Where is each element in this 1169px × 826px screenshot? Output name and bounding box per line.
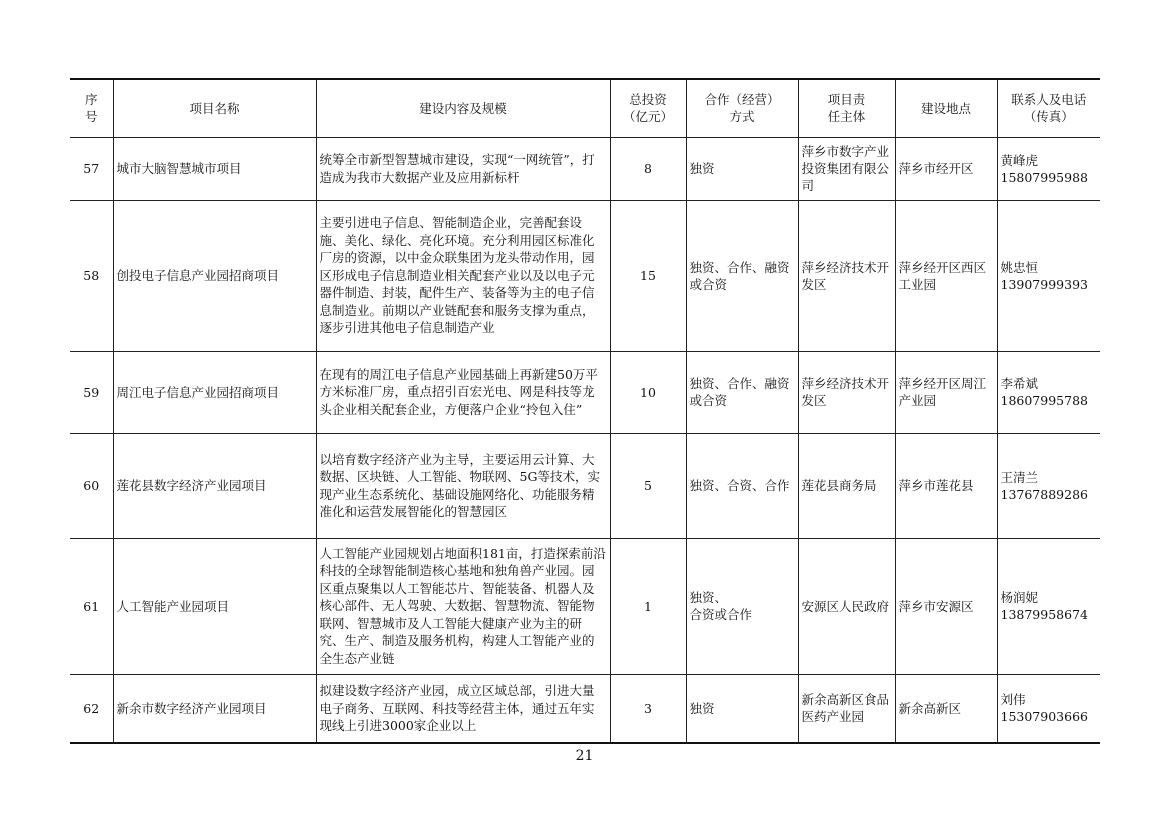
contact-person: 王清兰 [1000, 469, 1039, 485]
row-investment: 10 [610, 351, 686, 433]
table-row [70, 433, 1100, 538]
row-investment: 15 [610, 200, 686, 351]
row-contact [997, 137, 1100, 200]
table-row [70, 137, 1100, 200]
row-investment: 8 [610, 137, 686, 200]
table-row [70, 538, 1100, 674]
row-name: 人工智能产业园项目 [113, 538, 316, 674]
row-no: 61 [70, 538, 113, 674]
contact-phone: 13907999393 [1000, 276, 1088, 292]
contact-person: 黄峰虎 [1000, 152, 1039, 168]
row-no: 60 [70, 433, 113, 538]
row-mode: 独资、合资、合作 [686, 433, 798, 538]
row-no: 59 [70, 351, 113, 433]
table-row [70, 674, 1100, 743]
row-mode: 独资、合作、融资或合资 [686, 351, 798, 433]
row-contact [997, 200, 1100, 351]
header-contact: 联系人及电话 （传真） [997, 79, 1100, 137]
header-row [70, 79, 1100, 137]
contact-phone: 18607995788 [1000, 393, 1088, 408]
row-owner: 萍乡市数字产业投资集团有限公司 [798, 137, 895, 200]
row-owner: 萍乡经济技术开发区 [798, 351, 895, 433]
contact-person: 刘伟 [1000, 692, 1026, 708]
contact-person: 李希斌 [1000, 376, 1039, 391]
header-no: 序 号 [70, 79, 113, 137]
row-investment: 5 [610, 433, 686, 538]
row-content: 统筹全市新型智慧城市建设，实现“一网统管”，打造成为我市大数据产业及应用新标杆 [316, 137, 610, 200]
project-table [70, 78, 1100, 744]
row-mode: 独资 [686, 674, 798, 743]
contact-phone: 13767889286 [1000, 486, 1088, 502]
table-row [70, 351, 1100, 433]
row-content: 主要引进电子信息、智能制造企业，完善配套设施、美化、绿化、亮化环境。充分利用园区标准化厂房的资源，以中金众联集团为龙头带动作用，园区形成电子信息制造业相关配套产业以及以电子元器件制造、封装，配件生产、装备等为主的电子信息制造业。前期以产业链配套和服务支撑为重点，逐步引进其他电子信息制造产业 [316, 200, 610, 351]
row-name: 莲花县数字经济产业园项目 [113, 433, 316, 538]
row-name: 周江电子信息产业园招商项目 [113, 351, 316, 433]
row-name: 城市大脑智慧城市项目 [113, 137, 316, 200]
row-contact [997, 351, 1100, 433]
contact-phone: 13879958674 [1000, 607, 1088, 622]
row-investment: 1 [610, 538, 686, 674]
header-location: 建设地点 [895, 79, 997, 137]
header-content: 建设内容及规模 [316, 79, 610, 137]
row-no: 62 [70, 674, 113, 743]
row-location: 萍乡市安源区 [895, 538, 997, 674]
row-content: 以培育数字经济产业为主导，主要运用云计算、大数据、区块链、人工智能、物联网、5G等技术，实现产业生态系统化、基础设施网络化、功能服务精准化和运营发展智能化的智慧园区 [316, 433, 610, 538]
header-name: 项目名称 [113, 79, 316, 137]
row-owner: 新余高新区食品医药产业园 [798, 674, 895, 743]
table-row [70, 200, 1100, 351]
contact-phone: 15807995988 [1000, 169, 1088, 185]
header-mode: 合作（经营） 方式 [686, 79, 798, 137]
row-content: 在现有的周江电子信息产业园基础上再新建50万平方米标准厂房，重点招引百宏光电、网是科技等龙头企业相关配套企业，方便落户企业“拎包入住” [316, 351, 610, 433]
row-location: 萍乡经开区西区工业园 [895, 200, 997, 351]
row-location: 萍乡市经开区 [895, 137, 997, 200]
page-number: 21 [575, 748, 594, 764]
row-content: 拟建设数字经济产业园，成立区域总部，引进大量电子商务、互联网、科技等经营主体，通过五年实现线上引进3000家企业以上 [316, 674, 610, 743]
row-content: 人工智能产业园规划占地面积181亩，打造探索前沿科技的全球智能制造核心基地和独角兽产业园。园区重点聚集以人工智能芯片、智能装备、机器人及核心部件、无人驾驶、大数据、智慧物流、智能物联网、智慧城市及人工智能大健康产业为主的研究、生产、制造及服务机构，构建人工智能产业的全生态产业链 [316, 538, 610, 674]
row-mode: 独资、 合资或合作 [686, 538, 798, 674]
row-contact [997, 538, 1100, 674]
row-contact [997, 674, 1100, 743]
row-contact [997, 433, 1100, 538]
contact-person: 姚忠恒 [1000, 259, 1039, 275]
header-investment: 总投资 （亿元） [610, 79, 686, 137]
row-location: 萍乡经开区周江产业园 [895, 351, 997, 433]
row-no: 58 [70, 200, 113, 351]
header-owner: 项目责 任主体 [798, 79, 895, 137]
row-owner: 莲花县商务局 [798, 433, 895, 538]
row-mode: 独资、合作、融资或合资 [686, 200, 798, 351]
row-owner: 萍乡经济技术开发区 [798, 200, 895, 351]
row-location: 萍乡市莲花县 [895, 433, 997, 538]
row-no: 57 [70, 137, 113, 200]
row-name: 创投电子信息产业园招商项目 [113, 200, 316, 351]
row-mode: 独资 [686, 137, 798, 200]
row-investment: 3 [610, 674, 686, 743]
row-owner: 安源区人民政府 [798, 538, 895, 674]
row-location: 新余高新区 [895, 674, 997, 743]
contact-person: 杨润妮 [1000, 590, 1039, 605]
row-name: 新余市数字经济产业园项目 [113, 674, 316, 743]
contact-phone: 15307903666 [1000, 709, 1088, 725]
